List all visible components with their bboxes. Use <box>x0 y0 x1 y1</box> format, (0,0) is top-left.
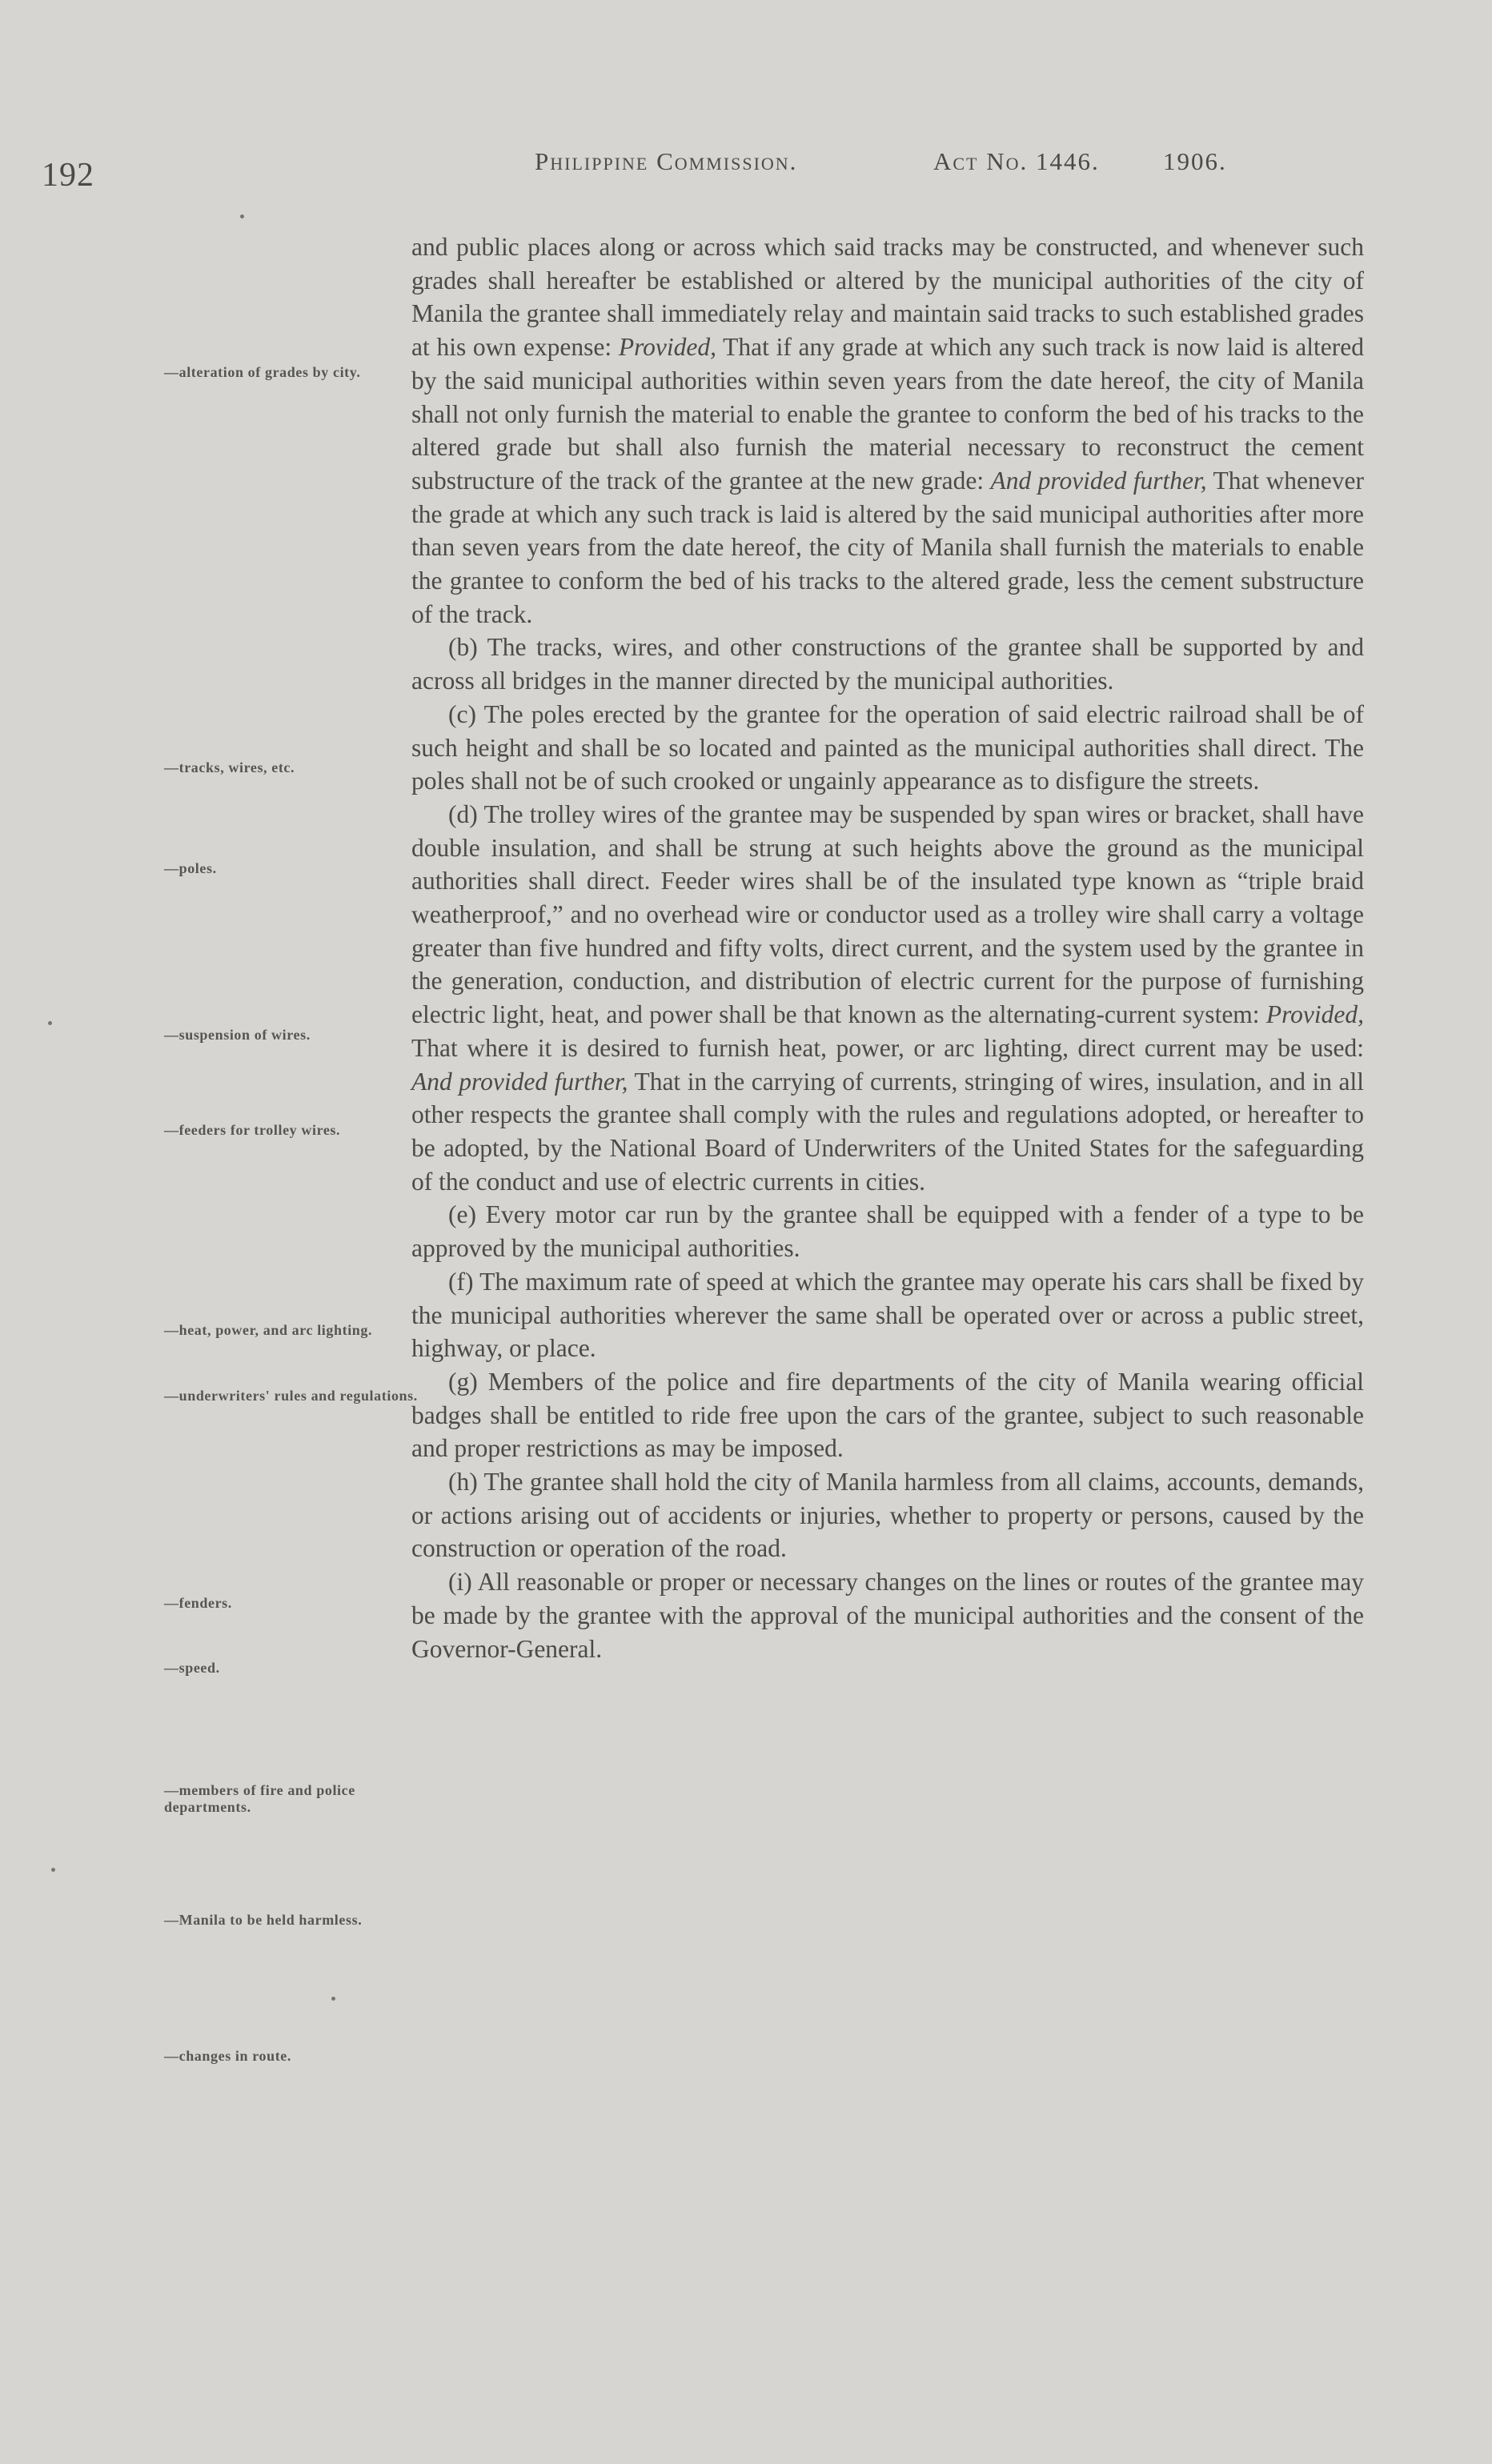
margin-note-changes-in-route: —changes in route. <box>164 2048 291 2064</box>
paragraph-b: (b) The tracks, wires, and other constructions of the grantee shall be supported by and across all bridges in the manner directed by the municipal authorities. <box>411 633 1364 695</box>
margin-note-suspension-of-wires: —suspension of wires. <box>164 1027 311 1043</box>
body-text <box>411 230 1364 1665</box>
margin-note-underwriters-rules: —underwriters' rules and regulations. <box>164 1388 418 1404</box>
scan-speck <box>48 1021 52 1025</box>
margin-note-feeders: —feeders for trolley wires. <box>164 1122 341 1138</box>
margin-note-tracks-wires: —tracks, wires, etc. <box>164 759 295 775</box>
paragraph-label: (h) <box>448 1468 478 1496</box>
margin-note-manila-harmless: —Manila to be held harmless. <box>164 1912 363 1928</box>
running-head-act: Act No. 1446. <box>933 147 1100 175</box>
paragraph-label: (c) <box>448 699 476 728</box>
margin-note-fenders: —fenders. <box>164 1595 232 1611</box>
paragraph-label: (e) <box>448 1200 476 1229</box>
margin-note-members-of-departments: —members of fire and police departments. <box>164 1782 355 1815</box>
running-head-title: Philippine Commission. <box>535 147 798 175</box>
paragraph-i: (i) All reasonable or proper or necessary changes on the lines or routes of the grantee may be made by the grantee with the approval of the municipal authorities and the consent of the Governor-General. <box>411 1568 1364 1663</box>
margin-note-poles: —poles. <box>164 860 217 876</box>
paragraph-g: (g) Members of the police and fire departments of the city of Manila wearing official badges shall be entitled to ride free upon the cars of the grantee, subject to such reasonable and proper restrictions as may be imposed. <box>411 1367 1364 1463</box>
page-number: 192 <box>42 157 94 194</box>
paragraph-label: (f) <box>448 1267 474 1296</box>
margin-note-speed: —speed. <box>164 1660 220 1676</box>
margin-note-alteration-of-grades: —alteration of grades by city. <box>164 364 361 380</box>
paragraph-e: (e) Every motor car run by the grantee shall be equipped with a fender of a type to be approved by the municipal authorities. <box>411 1200 1364 1263</box>
margin-note-heat-power: —heat, power, and arc lighting. <box>164 1322 373 1338</box>
paragraph-h: (h) The grantee shall hold the city of Manila harmless from all claims, accounts, demands, or actions arising out of accidents or injuries, whether to property or persons, caused by the construction or operation of the road. <box>411 1468 1364 1563</box>
paragraph-label: (i) <box>448 1568 472 1597</box>
scan-speck <box>331 1997 335 2001</box>
scan-speck <box>51 1868 55 1872</box>
paragraph-label: (d) <box>448 799 478 828</box>
running-head-year: 1906. <box>1163 147 1227 175</box>
running-head <box>535 147 1335 195</box>
paragraph-c: (c) The poles erected by the grantee for the operation of said electric railroad shall be of such height and shall be so located and painted as the municipal authorities shall direct. The poles shall not be of such crooked or ungainly appearance as to disfigure the streets. <box>411 699 1364 795</box>
paragraph-label: (b) <box>448 633 478 662</box>
paragraph-f: (f) The maximum rate of speed at which the grantee may operate his cars shall be fixed by the municipal authorities wherever the same shall be operated over or across a public street, highway, or place. <box>411 1267 1364 1363</box>
paragraph-continuation: and public places along or across which said tracks may be constructed, and whenever such grades shall hereafter be established or altered by the municipal authorities of the city of Manila the grantee shall immediately relay and maintain said tracks to such established grades at his own expense: Provided, That if any grade at which any such track is now laid is altered by the said municipal authorities within seven years from the date hereof, the city of Manila shall not only furnish the material to enable the grantee to conform the bed of his tracks to the altered grade but shall also furnish the material necessary to reconstruct the cement substructure of the track of the grantee at the new grade: And provided further, That whenever the grade at which any such track is laid is altered by the said municipal authorities after more than seven years from the date hereof, the city of Manila shall furnish the materials to enable the grantee to conform the bed of his tracks to the altered grade, less the cement substructure of the track. <box>411 233 1364 628</box>
paragraph-d: (d) The trolley wires of the grantee may be suspended by span wires or bracket, shall have double insulation, and shall be strung at such heights above the ground as the municipal authorities shall direct. Feeder wires shall be of the insulated type known as “triple braid weatherproof,” and no overhead wire or conductor used as a trolley wire shall carry a voltage greater than five hundred and fifty volts, direct current, and the system used by the grantee in the generation, conduction, and distribution of electric current for the purpose of furnishing electric light, heat, and power shall be that known as the alternating-current system: Provided, That where it is desired to furnish heat, power, or arc lighting, direct current may be used: And provided further, That in the carrying of currents, stringing of wires, insulation, and in all other respects the grantee shall comply with the rules and regulations adopted, or hereafter to be adopted, by the National Board of Underwriters of the United States for the safeguarding of the conduct and use of electric currents in cities. <box>411 799 1364 1196</box>
scan-speck <box>240 214 244 218</box>
paragraph-label: (g) <box>448 1367 478 1396</box>
